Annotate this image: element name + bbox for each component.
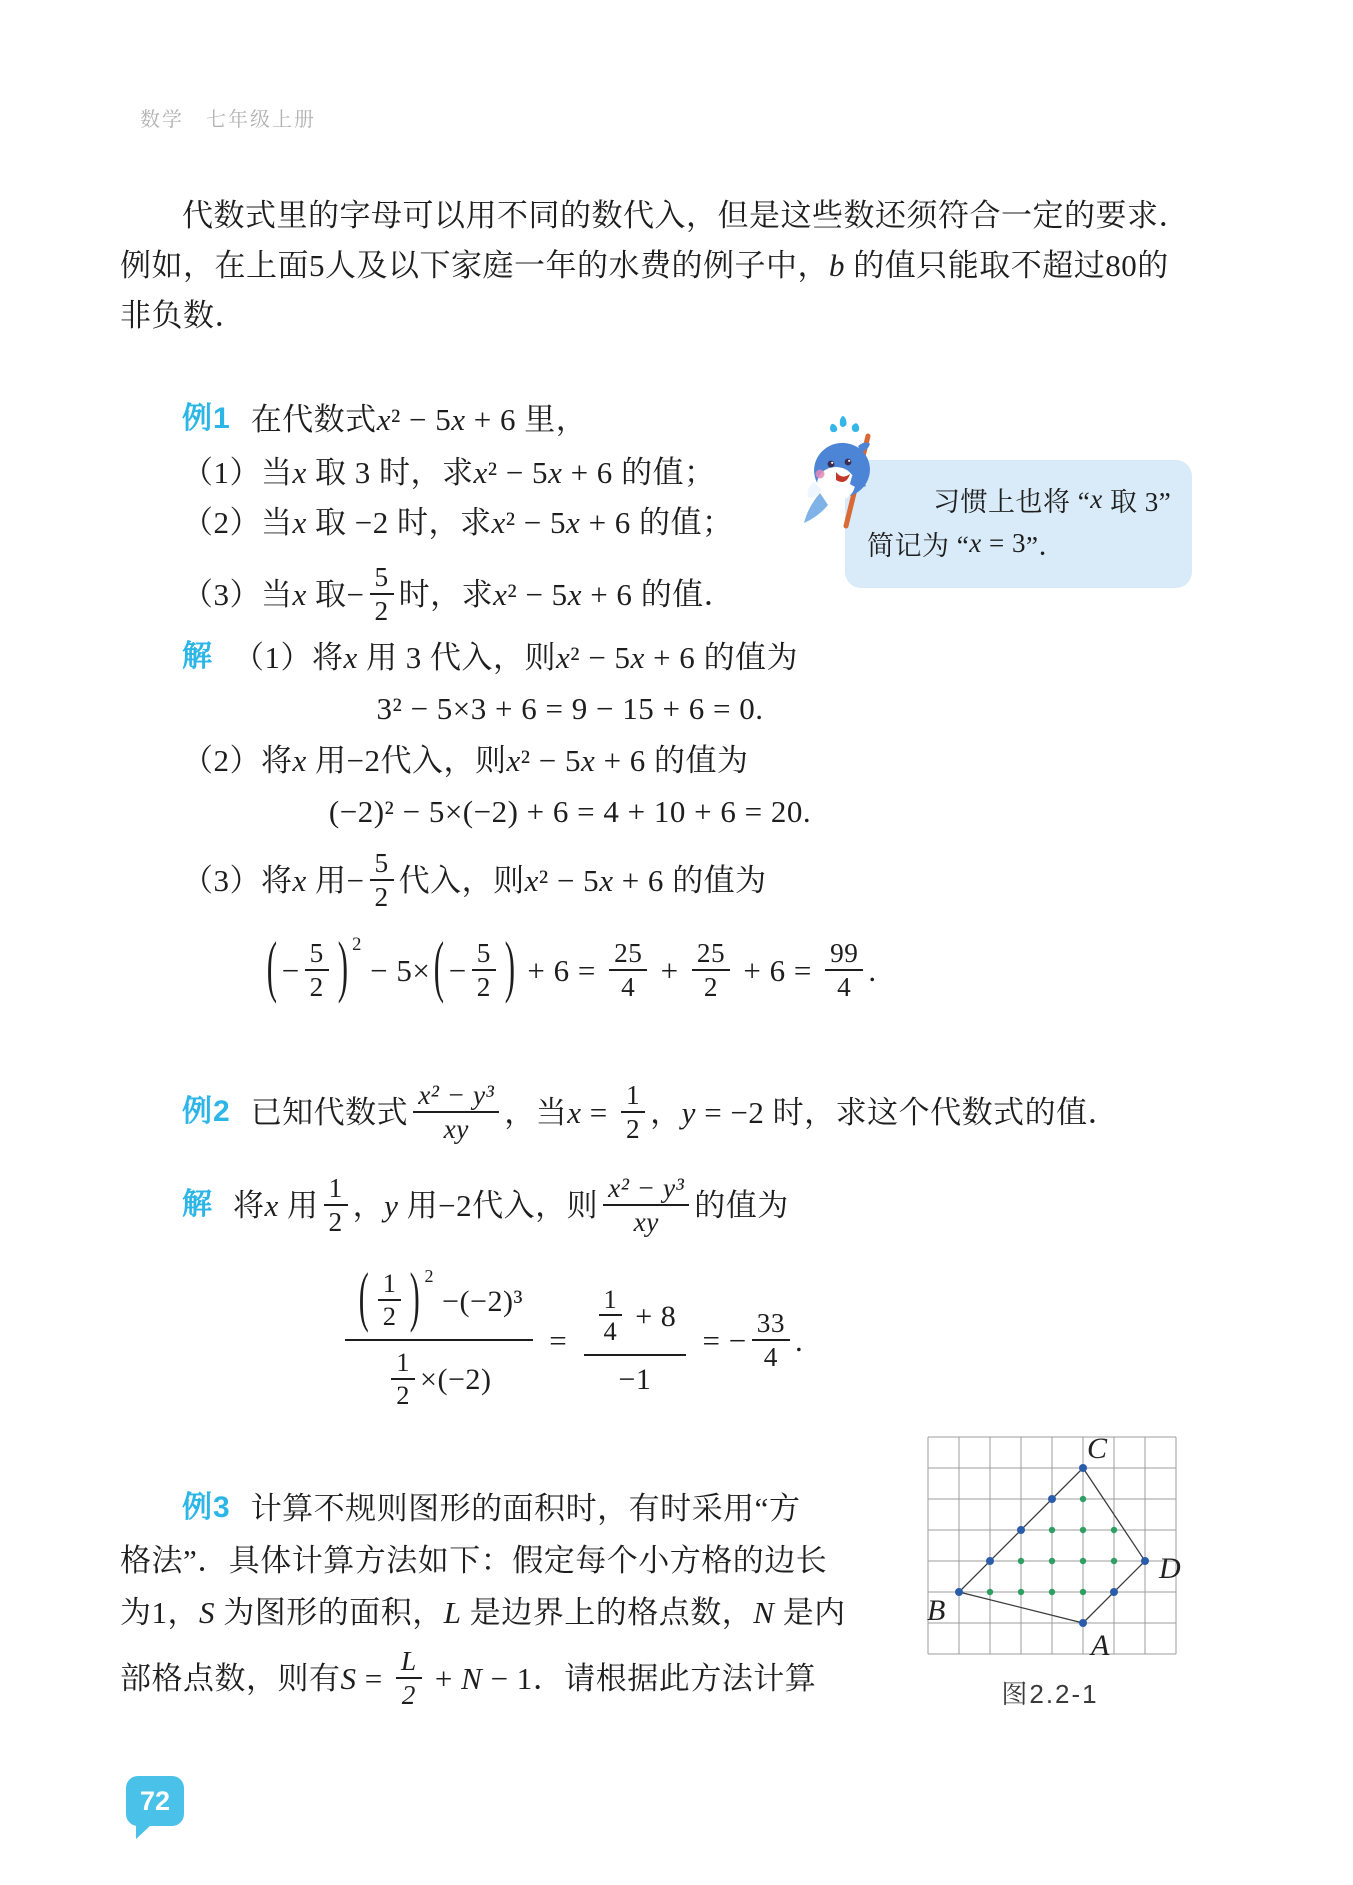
fraction <box>609 939 647 1001</box>
fraction <box>391 1349 415 1410</box>
math-variable: x <box>581 742 596 778</box>
text-run: ， <box>352 1187 385 1223</box>
fraction <box>603 1174 689 1236</box>
math-text: = <box>581 1094 617 1130</box>
note-bubble-line-1 <box>867 477 1176 521</box>
pick-theorem-grid-figure <box>890 1425 1210 1671</box>
example1-solution-2 <box>182 740 749 780</box>
denominator <box>584 1354 687 1396</box>
example1-heading <box>182 399 587 439</box>
fraction <box>752 1309 790 1371</box>
math-text: −2 <box>438 1187 473 1223</box>
denominator: xy <box>603 1204 689 1237</box>
math-text: + 6 <box>562 454 613 490</box>
text-run: （2）将 <box>182 742 293 778</box>
math-variable: S <box>199 1594 215 1630</box>
math-variable: x <box>292 742 307 778</box>
example1-item-1 <box>182 452 716 492</box>
text-run: 格法”．具体计算方法如下：假定每个小方格的边长 <box>120 1542 828 1578</box>
math-text: − 5× <box>361 952 431 988</box>
math-variable: y <box>384 1187 399 1223</box>
example2-equation <box>120 1255 1020 1425</box>
math-text: + 8 <box>627 1298 677 1333</box>
big-paren: ( <box>267 930 278 1006</box>
superscript: 2 <box>352 933 362 955</box>
example1-solution-3 <box>182 836 767 924</box>
text-run: 简记为 “ <box>867 530 970 561</box>
example2-heading <box>182 1068 1119 1156</box>
math-variable: x <box>567 576 582 612</box>
fraction <box>825 939 863 1001</box>
math-text: ² − 5 <box>520 742 582 778</box>
math-text: 3 <box>346 454 380 490</box>
math-text: + 6 <box>465 401 516 437</box>
math-variable: x <box>1090 483 1103 514</box>
fraction <box>370 849 394 911</box>
text-run: 代入，则 <box>380 742 507 778</box>
math-text: + 6 <box>644 639 696 675</box>
math-text: ² − 5 <box>507 576 568 612</box>
math-variable: x <box>292 454 307 490</box>
denominator: 4 <box>752 1339 790 1372</box>
math-text: + 6 = <box>735 952 821 988</box>
math-text: + 6 = <box>519 952 605 988</box>
math-text: + <box>652 952 687 988</box>
example3-line-2 <box>120 1540 827 1580</box>
text-run: 为 <box>120 1594 152 1630</box>
text-run: 取 <box>306 576 347 612</box>
solution-1-text <box>233 639 799 675</box>
example1-item-2 <box>182 502 734 542</box>
math-variable: b <box>829 247 845 283</box>
fraction <box>305 939 329 1001</box>
text-run: ， <box>650 1094 682 1130</box>
math-text: − <box>281 952 300 988</box>
math-variable: x <box>292 576 307 612</box>
math-variable: x <box>491 504 506 540</box>
math-variable: x <box>376 401 391 437</box>
example1-equation-1 <box>120 688 1020 728</box>
math-variable: x <box>567 1094 582 1130</box>
denominator: 4 <box>599 1314 623 1346</box>
math-text: = <box>541 1322 576 1358</box>
text-run: 人及以下家庭一年的水费的例子中， <box>325 247 829 283</box>
text-run: 已知代数式 <box>250 1094 409 1130</box>
text-run: 的 <box>1137 247 1169 283</box>
text-run: ， <box>167 1594 199 1630</box>
example1-equation-2 <box>120 791 1020 831</box>
numerator: x² − y³ <box>608 1172 685 1203</box>
text-run: 取 <box>306 504 347 540</box>
text-run: 习惯上也将 “ <box>933 486 1091 517</box>
numerator: 25 <box>614 937 643 968</box>
text-run: 的值为 <box>695 639 799 675</box>
math-text: . <box>795 1322 804 1358</box>
text-run: （3）当 <box>182 576 293 612</box>
numerator: 33 <box>756 1307 785 1338</box>
dolphin-mascot-icon <box>790 398 902 538</box>
numerator <box>584 1284 687 1355</box>
text-run: 时，求这个代数式的值． <box>772 1094 1120 1130</box>
numerator: 99 <box>830 937 859 968</box>
math-text: = 3 <box>981 527 1026 558</box>
math-text: . <box>868 952 877 988</box>
text-run: 用 <box>278 1187 319 1223</box>
denominator: 2 <box>370 593 394 626</box>
complex-fraction <box>345 1262 533 1411</box>
text-run: ”． <box>1025 530 1066 561</box>
example2-solution <box>182 1161 789 1249</box>
big-paren: ) <box>504 930 516 1006</box>
page-header: 数学 七年级上册 <box>140 109 316 131</box>
math-variable: x <box>969 527 982 558</box>
text-run: 将 <box>233 1187 265 1223</box>
text-run: 代数式里的字母可以用不同的数代入，但是这些数还须符合一定的要求． <box>182 197 1190 233</box>
fraction <box>599 1283 623 1347</box>
math-variable: x <box>599 862 614 898</box>
example3-line-4 <box>120 1638 816 1718</box>
math-text: = <box>356 1660 391 1696</box>
numerator: x² − y³ <box>418 1079 495 1110</box>
math-variable: S <box>340 1660 357 1696</box>
example3-line-3 <box>120 1592 846 1632</box>
math-text: ×(−2) <box>420 1362 492 1397</box>
math-text: + 6 <box>613 862 664 898</box>
text-run: 是边界上的格点数， <box>461 1594 754 1630</box>
text-run: 用 <box>398 1187 439 1223</box>
vertex-label-C: C <box>1087 1432 1108 1465</box>
text-run: 里， <box>515 401 588 437</box>
text-run: 非负数． <box>120 297 246 333</box>
denominator: 4 <box>609 969 647 1002</box>
numerator <box>345 1262 533 1339</box>
math-text: 3 <box>397 639 431 675</box>
math-text: (−2)² − 5×(−2) + 6 = 4 + 10 + 6 = 20. <box>328 793 812 829</box>
denominator: xy <box>413 1111 499 1144</box>
math-text: −(−2)³ <box>434 1283 524 1318</box>
denominator: 2 <box>472 969 496 1002</box>
math-variable: x <box>264 1187 279 1223</box>
text-run: 时，求 <box>398 576 494 612</box>
numerator: 5 <box>476 937 491 968</box>
math-variable: y <box>681 1094 696 1130</box>
math-text: − <box>346 862 365 898</box>
math-text: ² − 5 <box>538 862 600 898</box>
text-run: 的值； <box>630 504 734 540</box>
solution-label-2: 解 <box>182 1188 213 1221</box>
text-run: 是内 <box>774 1594 846 1630</box>
math-text: 3² − 5×3 + 6 = 9 − 15 + 6 = 0. <box>376 690 764 726</box>
math-text: ² − 5 <box>505 504 567 540</box>
math-text: ² − 5 <box>487 454 549 490</box>
example1-label: 例1 <box>182 402 231 435</box>
example3-label: 例3 <box>182 1491 231 1524</box>
text-run: 代入，则 <box>430 639 557 675</box>
example3-line-1-text <box>250 1490 801 1526</box>
math-variable: N <box>461 1660 483 1696</box>
numerator: 5 <box>309 937 324 968</box>
big-paren: ) <box>337 930 349 1006</box>
text-run: ，当 <box>504 1094 568 1130</box>
example2-label: 例2 <box>182 1095 231 1128</box>
math-text: 5 <box>309 247 325 283</box>
example1-equation-3 <box>120 920 1020 1020</box>
math-text: = −2 <box>695 1094 773 1130</box>
intro-line-2 <box>120 245 1169 285</box>
fraction <box>692 939 730 1001</box>
denominator: 2 <box>391 1378 415 1410</box>
note-bubble-line-2 <box>867 521 1176 565</box>
denominator: 2 <box>692 969 730 1002</box>
text-run: （3）将 <box>182 862 293 898</box>
math-variable: x <box>292 862 307 898</box>
math-text: 80 <box>1105 247 1138 283</box>
numerator: 1 <box>328 1172 343 1203</box>
fraction <box>472 939 496 1001</box>
math-variable: x <box>506 742 521 778</box>
math-variable: x <box>556 639 571 675</box>
math-variable: x <box>524 862 539 898</box>
complex-fraction <box>584 1284 687 1397</box>
math-variable: x <box>292 504 307 540</box>
math-variable: x <box>566 504 581 540</box>
text-run: 计算不规则图形的面积时，有时采用“方 <box>250 1490 801 1526</box>
math-text: + 6 <box>581 576 633 612</box>
math-variable: x <box>473 454 488 490</box>
text-run: 部格点数，则有 <box>120 1660 341 1696</box>
denominator: 2 <box>378 1299 402 1331</box>
math-text: = − <box>694 1322 747 1358</box>
text-run: （2）当 <box>182 504 293 540</box>
math-variable: x <box>548 454 563 490</box>
fraction <box>324 1174 348 1236</box>
text-run: 例如，在上面 <box>120 247 309 283</box>
math-text: −2 <box>346 504 397 540</box>
text-run: 代入，则 <box>472 1187 599 1223</box>
text-run: 的值． <box>632 576 736 612</box>
math-variable: x <box>630 639 645 675</box>
page-number-badge <box>126 1776 184 1826</box>
numerator: L <box>400 1645 417 1676</box>
example3-line-1 <box>182 1488 800 1528</box>
page-number: 72 <box>139 1785 171 1816</box>
big-paren: ( <box>434 930 445 1006</box>
math-text: + 6 <box>595 742 646 778</box>
vertex-label-B: B <box>927 1594 946 1627</box>
fraction <box>378 1270 402 1331</box>
numerator: 1 <box>396 1347 410 1377</box>
numerator: 1 <box>603 1283 618 1314</box>
math-text: ² − 5 <box>390 401 452 437</box>
math-text: −2 <box>346 742 381 778</box>
intro-line-3 <box>120 295 246 335</box>
math-text: −1 <box>618 1362 652 1397</box>
numerator: 5 <box>374 847 389 878</box>
math-variable: x <box>451 401 466 437</box>
text-run: 的值为 <box>694 1187 789 1223</box>
example2-heading-text <box>251 1081 1119 1143</box>
text-run: ．请根据此方法计算 <box>532 1660 817 1696</box>
text-run: 用 <box>357 639 398 675</box>
example1-heading-text <box>250 401 588 437</box>
math-text: 1 <box>151 1594 168 1630</box>
superscript: 2 <box>424 1266 435 1287</box>
text-run: 用 <box>306 742 347 778</box>
text-run: 在代数式 <box>250 401 377 437</box>
numerator: 1 <box>626 1079 641 1110</box>
text-run: 为图形的面积， <box>215 1594 444 1630</box>
text-run: 取 <box>306 454 347 490</box>
vertex-label-D: D <box>1159 1552 1181 1585</box>
denominator: 2 <box>396 1677 422 1710</box>
math-text: − 1 <box>482 1660 533 1696</box>
fraction <box>396 1647 422 1709</box>
denominator: 2 <box>305 969 329 1002</box>
math-variable: x <box>343 639 358 675</box>
example1-solution-1 <box>182 637 798 677</box>
text-run: 代入，则 <box>398 862 525 898</box>
vertex-label-A: A <box>1091 1629 1110 1662</box>
text-run: 时，求 <box>397 504 492 540</box>
denominator: 2 <box>621 1111 645 1144</box>
text-run: 时，求 <box>379 454 474 490</box>
text-run: 的值为 <box>663 862 767 898</box>
big-paren: ( <box>358 1262 370 1336</box>
solution-label: 解 <box>182 640 213 673</box>
big-paren: ) <box>410 1262 421 1336</box>
fraction <box>370 563 394 625</box>
math-text: − <box>346 576 365 612</box>
text-run: 的值； <box>612 454 716 490</box>
math-variable: L <box>443 1594 462 1630</box>
intro-line-1 <box>182 195 1190 235</box>
text-run: （1）将 <box>233 639 344 675</box>
denominator <box>345 1339 533 1412</box>
fraction <box>413 1081 499 1143</box>
numerator: 5 <box>374 561 389 592</box>
numerator: 1 <box>382 1268 397 1299</box>
example1-item-3 <box>182 550 735 638</box>
denominator: 2 <box>324 1204 348 1237</box>
fraction <box>621 1081 645 1143</box>
numerator: 25 <box>696 937 726 968</box>
figure-caption: 图2.2-1 <box>1001 1679 1099 1709</box>
text-run: 的值为 <box>645 742 749 778</box>
math-text: + <box>426 1660 462 1696</box>
math-text: + 6 <box>580 504 631 540</box>
denominator: 4 <box>825 969 863 1002</box>
denominator: 2 <box>370 879 394 912</box>
math-variable: N <box>753 1594 775 1630</box>
math-text: − <box>448 952 467 988</box>
math-text: ² − 5 <box>570 639 631 675</box>
text-run: 的值只能取不超过 <box>845 247 1106 283</box>
text-run: （1）当 <box>182 454 293 490</box>
math-variable: x <box>493 576 508 612</box>
text-run: 用 <box>306 862 347 898</box>
text-run: 取 3” <box>1102 486 1172 517</box>
example2-solution-text <box>233 1174 789 1236</box>
